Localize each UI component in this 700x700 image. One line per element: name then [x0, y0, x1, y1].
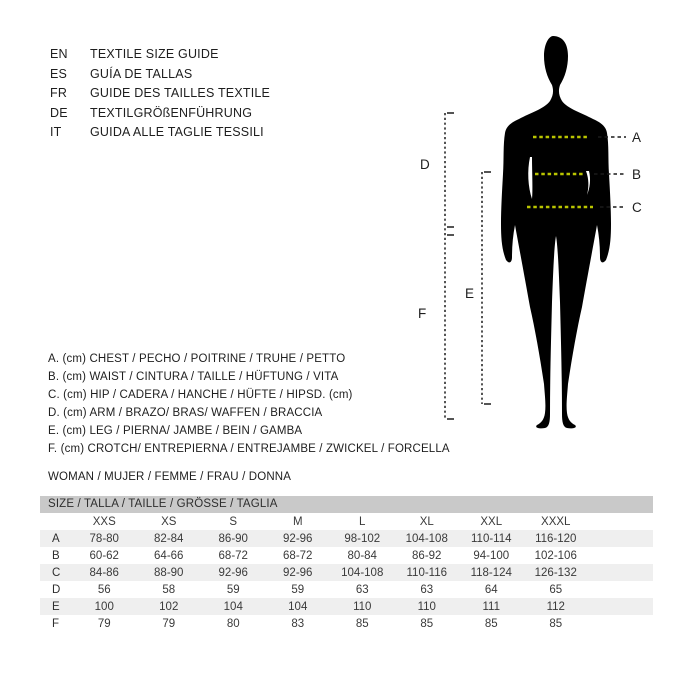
cell: 85	[355, 617, 369, 630]
table-row-d	[40, 581, 653, 598]
language-row	[50, 65, 270, 85]
cell: 104	[288, 600, 308, 613]
cell: 79	[97, 617, 111, 630]
cell: 112	[546, 600, 565, 613]
guide-title: GUIDE DES TAILLES TEXTILE	[90, 86, 271, 100]
row-label: E	[52, 600, 60, 613]
cell: 110	[353, 600, 372, 613]
cell: 88-90	[154, 566, 184, 579]
guide-title: TEXTILE SIZE GUIDE	[90, 47, 219, 61]
cell: 92-96	[283, 566, 313, 579]
cell: 126-132	[534, 566, 577, 579]
language-row	[50, 123, 270, 143]
row-label: B	[52, 549, 60, 562]
cell: 84-86	[89, 566, 119, 579]
table-row-e	[40, 598, 653, 615]
language-row	[50, 104, 270, 124]
col-header-xxs: XXS	[92, 515, 116, 528]
table-row-a	[40, 530, 653, 547]
cell: 104	[223, 600, 243, 613]
audience-line: WOMAN / MUJER / FEMME / FRAU / DONNA	[48, 471, 292, 483]
cell: 85	[484, 617, 498, 630]
cell: 116-120	[535, 532, 577, 545]
legend-line-chest: A. (cm) CHEST / PECHO / POITRINE / TRUHE / PETTO	[48, 353, 346, 365]
cell: 111	[482, 600, 500, 613]
cell: 68-72	[218, 549, 248, 562]
language-row	[50, 84, 270, 104]
cell: 59	[291, 583, 305, 596]
language-code: IT	[50, 125, 62, 139]
cell: 102-106	[534, 549, 577, 562]
table-row-b	[40, 547, 653, 564]
cell: 118-124	[470, 566, 512, 579]
col-header-xxl: XXL	[480, 515, 503, 528]
cell: 85	[549, 617, 563, 630]
language-code: ES	[50, 66, 68, 81]
guide-title: TEXTILGRÖßENFÜHRUNG	[90, 105, 253, 120]
cell: 94-100	[473, 549, 510, 562]
cell: 65	[549, 583, 563, 596]
legend-line-hip: C. (cm) HIP / CADERA / HANCHE / HÜFTE / HIPSD. (cm)	[48, 389, 353, 401]
cell: 59	[226, 583, 240, 596]
cell: 110-116	[406, 566, 447, 579]
cell: 60-62	[89, 549, 119, 562]
cell: 110	[417, 600, 436, 613]
label-a-chest: A	[632, 130, 642, 145]
language-code: DE	[50, 105, 68, 120]
row-label: C	[52, 566, 61, 579]
language-code: FR	[50, 86, 68, 100]
legend-line-arm: D. (cm) ARM / BRAZO/ BRAS/ WAFFEN / BRACCIA	[48, 407, 323, 419]
language-title-list	[50, 45, 270, 143]
cell: 80-84	[347, 549, 377, 562]
cell: 80	[226, 617, 240, 630]
label-e-leg: E	[465, 286, 475, 301]
size-table-title: SIZE / TALLA / TAILLE / GRÖSSE / TAGLIA	[40, 496, 653, 513]
size-header-row	[40, 513, 653, 530]
cell: 92-96	[283, 532, 313, 545]
cell: 58	[162, 583, 176, 596]
cell: 102	[159, 600, 179, 613]
cell: 86-90	[218, 532, 248, 545]
cell: 78-80	[89, 532, 119, 545]
row-label: D	[52, 583, 61, 596]
table-row-f	[40, 615, 653, 632]
cell: 85	[420, 617, 434, 630]
cell: 110-114	[471, 532, 512, 545]
cell: 104-108	[405, 532, 448, 545]
cell: 63	[355, 583, 369, 596]
legend-line-waist: B. (cm) WAIST / CINTURA / TAILLE / HÜFTUNG / VITA	[48, 371, 339, 383]
col-header-l: L	[359, 515, 366, 528]
cell: 64-66	[154, 549, 184, 562]
label-b-waist: B	[632, 167, 642, 182]
col-header-xxxl: XXXL	[541, 515, 571, 528]
table-row-c	[40, 564, 653, 581]
cell: 79	[162, 617, 176, 630]
row-label: A	[52, 532, 60, 545]
woman-silhouette-image	[501, 36, 611, 428]
cell: 83	[291, 617, 305, 630]
cell: 100	[94, 600, 114, 613]
cell: 82-84	[154, 532, 184, 545]
language-code: EN	[50, 47, 68, 61]
cell: 104-108	[341, 566, 384, 579]
label-d-arm: D	[420, 157, 430, 172]
cell: 56	[97, 583, 111, 596]
cell: 64	[484, 583, 498, 596]
guide-title: GUIDA ALLE TAGLIE TESSILI	[90, 125, 264, 139]
col-header-xl: XL	[419, 515, 434, 528]
cell: 92-96	[218, 566, 248, 579]
guide-title: GUÍA DE TALLAS	[90, 66, 193, 81]
language-row	[50, 45, 270, 65]
label-c-hip: C	[632, 200, 642, 215]
legend-line-leg: E. (cm) LEG / PIERNA/ JAMBE / BEIN / GAMBA	[48, 425, 303, 437]
cell: 68-72	[283, 549, 313, 562]
size-table	[40, 496, 653, 632]
cell: 98-102	[344, 532, 381, 545]
cell: 63	[420, 583, 434, 596]
legend-line-crotch: F. (cm) CROTCH/ ENTREPIERNA / ENTREJAMBE / ZWICKEL / FORCELLA	[48, 443, 450, 455]
label-f-crotch: F	[418, 306, 427, 321]
measurement-legend	[48, 350, 450, 458]
col-header-xs: XS	[161, 515, 177, 528]
cell: 86-92	[412, 549, 442, 562]
row-label: F	[52, 617, 60, 630]
col-header-s: S	[229, 515, 238, 528]
col-header-m: M	[292, 515, 303, 528]
